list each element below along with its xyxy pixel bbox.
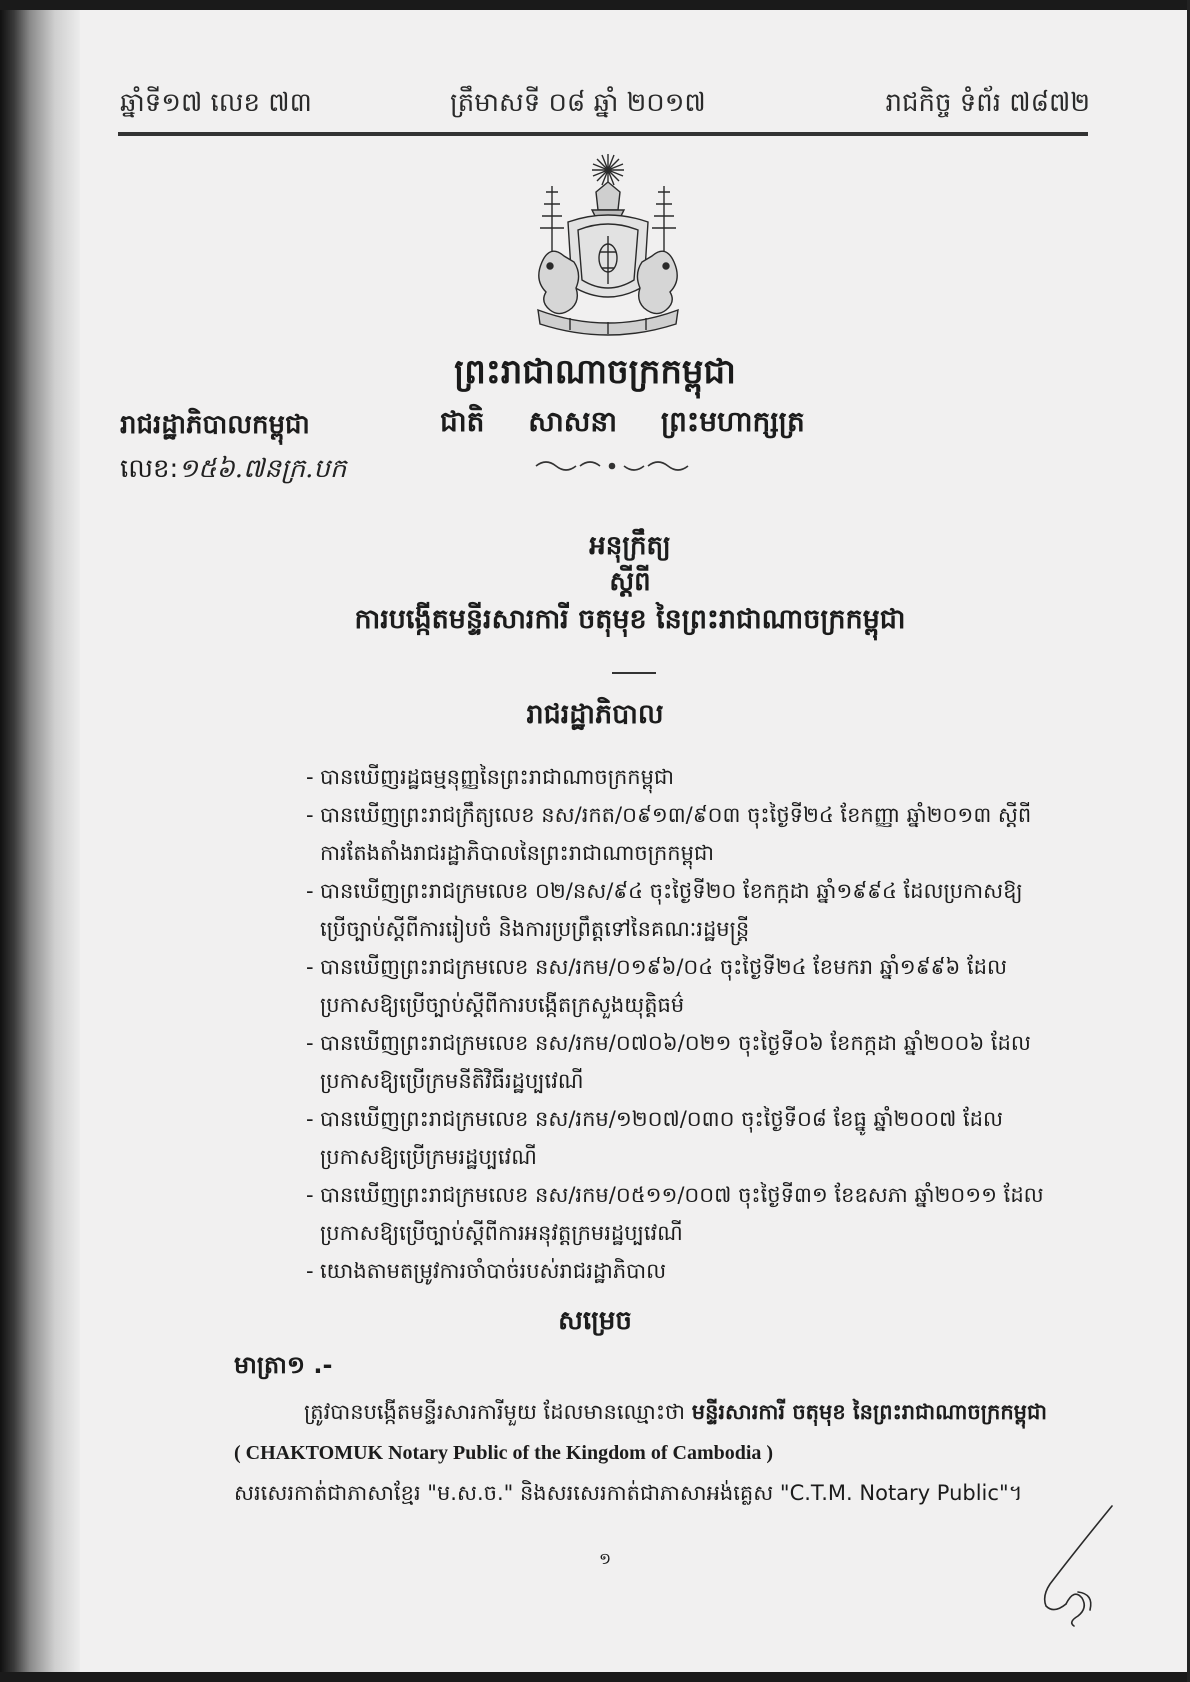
legal-basis-list [306,758,1046,1290]
document-number-label: លេខ: [120,454,179,484]
list-item: - បានឃើញព្រះរាជក្រមលេខ នស/រកម/១២០៧/០៣០ ចុះថ្ងៃទី០៨ ខែធ្នូ ឆ្នាំ២០០៧ ដែលប្រកាសឱ្យប្រើក្រមរដ្ឋប្បវេណី [306,1100,1046,1176]
list-item: - បានឃើញព្រះរាជក្រឹត្យលេខ នស/រកត/០៩១៣/៩០៣ ចុះថ្ងៃទី២៤ ខែកញ្ញា ឆ្នាំ២០១៣ ស្តីពីការតែងតាំងរាជរដ្ឋាភិបាលនៃព្រះរាជាណាចក្រកម្ពុជា [306,796,1046,872]
scan-border-top [0,0,1190,10]
notary-name-english: ( CHAKTOMUK Notary Public of the Kingdom of Cambodia ) [234,1442,774,1464]
issuer-name: រាជរដ្ឋាភិបាលកម្ពុជា [120,410,310,440]
list-item: - បានឃើញព្រះរាជក្រមលេខ នស/រកម/០៧០៦/០២១ ចុះថ្ងៃទី០៦ ខែកក្កដា ឆ្នាំ២០០៦ ដែលប្រកាសឱ្យប្រើក្រមនីតិវិធីរដ្ឋប្បវេណី [306,1024,1046,1100]
page-number: ១ [598,1549,612,1568]
article-1-body [234,1392,1052,1513]
ornament-divider-icon [532,456,692,476]
list-item: - យោងតាមតម្រូវការចាំបាច់របស់រាជរដ្ឋាភិបាល [306,1252,1046,1290]
article-1-heading: មាត្រា១ .- [234,1351,333,1379]
document-subject: ការបង្កើតមន្ទីរសារការី ចតុមុខ នៃព្រះរាជាណាចក្រកម្ពុជា [354,604,906,635]
motto-nation: ជាតិ [440,405,485,438]
motto-religion: សាសនា [528,405,618,438]
royal-coat-of-arms-icon [520,152,696,342]
document-title [200,528,1060,640]
motto-king: ព្រះមហាក្សត្រ [660,405,805,438]
document-number-value: ១៥៦.៧នក្រ.បក [178,454,347,484]
national-motto [440,404,839,445]
title-divider [612,672,656,674]
title-about: ស្តីពី [609,567,651,597]
article-1-abbreviation: សរសេរកាត់ជាភាសាខ្មែរ "ម.ស.ច." និងសរសេរកាត់ជាភាសាអង់គ្លេស "C.T.M. Notary Public"។ [234,1481,1023,1505]
article-1-intro: ត្រូវបានបង្កើតមន្ទីរសារការីមួយ ដែលមានឈ្មោះថា [304,1400,692,1424]
scan-border-bottom [0,1672,1190,1682]
document-type: អនុក្រឹត្យ [589,531,671,561]
notary-name-khmer: មន្ទីរសារការី ចតុមុខ នៃព្រះរាជាណាចក្រកម្ពុជា [691,1400,1047,1424]
list-item: - បានឃើញរដ្ឋធម្មនុញ្ញនៃព្រះរាជាណាចក្រកម្ពុជា [306,758,1046,796]
gazette-page: រាជកិច្ច ទំព័រ ៧៨៧២ [885,88,1090,118]
list-item: - បានឃើញព្រះរាជក្រមលេខ ០២/នស/៩៤ ចុះថ្ងៃទី២០ ខែកក្កដា ឆ្នាំ១៩៩៤ ដែលប្រកាសឱ្យប្រើច្បាប់ស្តីពីការរៀបចំ និងការប្រព្រឹត្តទៅនៃគណៈរដ្ឋមន្ត្រី [306,872,1046,948]
decision-heading: សម្រេច [558,1306,632,1336]
header-rule [118,132,1088,136]
gazette-date: ត្រឹមាសទី ០៨ ឆ្នាំ ២០១៧ [450,88,706,118]
issuing-body: រាជរដ្ឋាភិបាល [526,699,664,730]
kingdom-name: ព្រះរាជាណាចក្រកម្ពុជា [454,352,736,392]
list-item: - បានឃើញព្រះរាជក្រមលេខ នស/រកម/០៥១១/០០៧ ចុះថ្ងៃទី៣១ ខែឧសភា ឆ្នាំ២០១១ ដែលប្រកាសឱ្យប្រើច្បាប់ស្តីពីការអនុវត្តក្រមរដ្ឋប្បវេណី [306,1176,1046,1252]
gazette-year-issue: ឆ្នាំទី១៧ លេខ ៧៣ [120,88,312,118]
document-number [120,452,346,490]
list-item: - បានឃើញព្រះរាជក្រមលេខ នស/រកម/០១៩៦/០៤ ចុះថ្ងៃទី២៤ ខែមករា ឆ្នាំ១៩៩៦ ដែលប្រកាសឱ្យប្រើច្បាប់ស្តីពីការបង្កើតក្រសួងយុត្តិធម៌ [306,948,1046,1024]
scan-shadow-left [0,0,80,1682]
handwritten-initial-icon [1016,1500,1126,1630]
running-header [120,86,1090,126]
